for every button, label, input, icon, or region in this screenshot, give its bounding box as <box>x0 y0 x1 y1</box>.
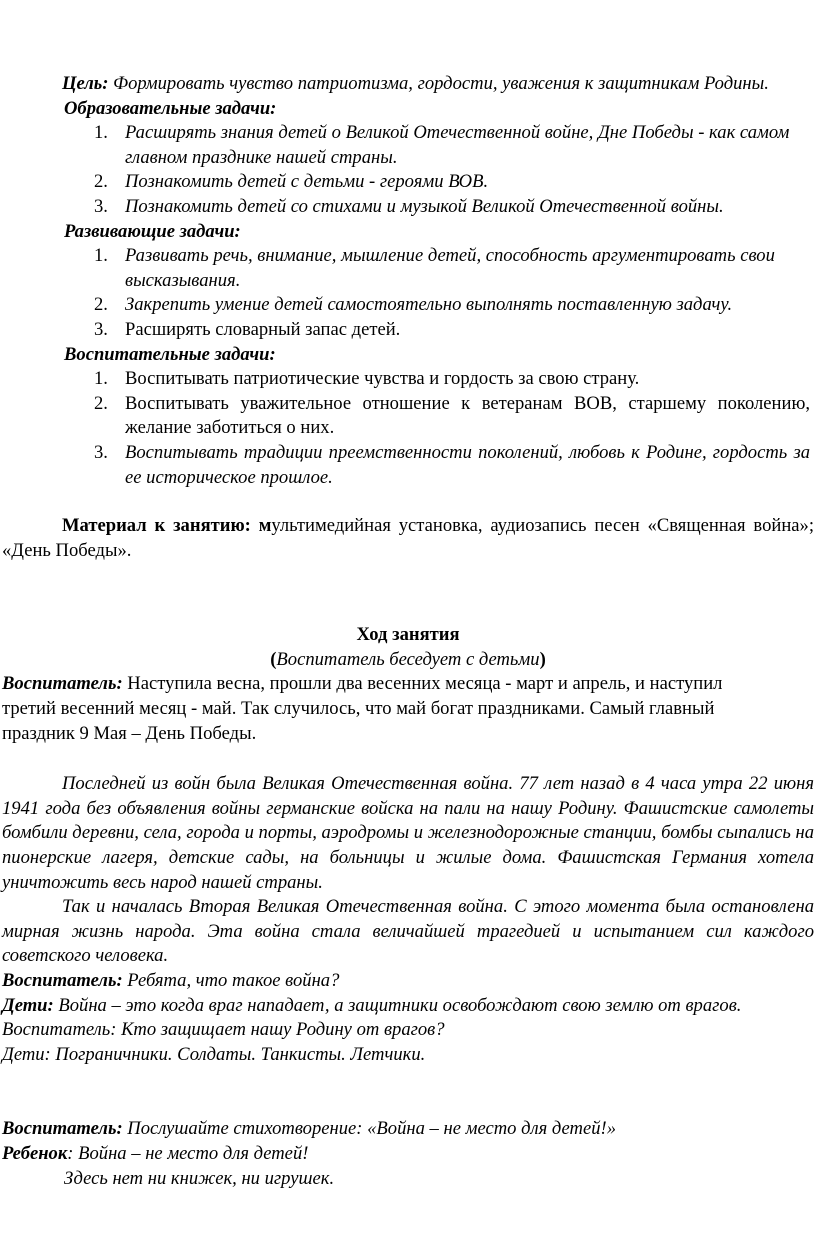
list-number: 1. <box>94 368 108 390</box>
upbringing-heading: Воспитательные задачи: <box>64 343 276 365</box>
teacher-poem-intro <box>2 1117 814 1142</box>
list-item <box>2 170 814 195</box>
kids-answer-defenders: Дети: Пограничники. Солдаты. Танкисты. Летчики. <box>2 1043 426 1065</box>
developing-heading: Развивающие задачи: <box>64 220 241 242</box>
educational-list <box>2 121 814 219</box>
educational-heading: Образовательные задачи: <box>64 97 277 119</box>
lesson-subtitle-text: Воспитатель беседует с детьми <box>276 648 540 670</box>
goal-paragraph <box>2 72 814 97</box>
list-item-text: Закрепить умение детей самостоятельно выполнять поставленную задачу. <box>125 294 733 316</box>
list-number: 1. <box>94 245 108 267</box>
list-item <box>2 318 814 343</box>
list-item <box>2 121 814 170</box>
list-item-text: Расширять словарный запас детей. <box>125 318 401 340</box>
material-text: ультимедийная установка, аудиозапись песен «Священная война»; «День Победы». <box>2 515 814 561</box>
list-number: 2. <box>94 392 108 414</box>
list-number: 3. <box>94 195 108 217</box>
child-label: Ребенок <box>2 1142 68 1164</box>
poem-line: Здесь нет ни книжек, ни игрушек. <box>64 1167 335 1189</box>
list-number: 3. <box>94 318 108 340</box>
list-number: 2. <box>94 171 108 193</box>
list-item-text: Познакомить детей со стихами и музыкой Великой Отечественной войны. <box>125 195 724 217</box>
teacher-intro-text: Наступила весна, прошли два весенних месяца - март и апрель, и наступил третий весенний месяц - май. Так случилось, что май богат праздниками. Самый главный праздник 9 Мая – День Победы. <box>2 673 723 744</box>
teacher-question-defenders: Воспитатель: Кто защищает нашу Родину от врагов? <box>2 1019 445 1041</box>
goal-label: Цель: <box>62 73 109 94</box>
kids-answer <box>2 994 814 1019</box>
teacher-label: Воспитатель: <box>2 673 123 695</box>
list-number: 1. <box>94 122 108 144</box>
list-item-text: Воспитывать уважительное отношение к ветеранам ВОВ, старшему поколению, желание заботиться о них. <box>125 392 810 439</box>
upbringing-list <box>2 367 814 490</box>
list-item-text: Расширять знания детей о Великой Отечественной войне, Дне Победы - как самом главном празднике нашей страны. <box>125 122 790 168</box>
material-label: Материал к занятию: м <box>62 515 272 537</box>
document-page <box>0 72 816 1191</box>
goal-text: Формировать чувство патриотизма, гордости, уважения к защитникам Родины. <box>108 73 769 94</box>
war-paragraph: Так и началась Вторая Великая Отечественная война. С этого момента была остановлена мирная жизнь народа. Эта война стала величайшей трагедией и испытанием сил каждого советского человека. <box>2 896 814 967</box>
list-number: 2. <box>94 294 108 316</box>
list-item <box>2 293 814 318</box>
paren-close: ) <box>539 648 546 670</box>
teacher-label: Воспитатель: <box>2 970 123 991</box>
kids-answer-text: Война – это когда враг нападает, а защитники освобождают свою землю от врагов. <box>53 994 742 1016</box>
child-poem-text: : Война – не место для детей! <box>67 1142 309 1164</box>
paren-open: ( <box>270 648 277 670</box>
teacher-intro <box>2 672 814 746</box>
teacher-label: Воспитатель: <box>2 1118 123 1140</box>
list-item <box>2 392 814 441</box>
material-paragraph <box>2 514 814 563</box>
history-paragraph: Последней из войн была Великая Отечественная война. 77 лет назад в 4 часа утра 22 июня 1941 года без объявления войны германские войска на пали на нашу Родину. Фашистские самолеты бомбили деревни, села, города и порты, аэродромы и железнодорожные станции, бомбы сыпались на пионерские лагеря, детские сады, на больницы и жилые дома. Фашистская Германия хотела уничтожить весь народ нашей страны. <box>2 773 814 893</box>
list-item-text: Развивать речь, внимание, мышление детей, способность аргументировать свои высказывания. <box>125 245 775 291</box>
child-poem-line <box>2 1142 814 1167</box>
list-item-text: Воспитывать традиции преемственности поколений, любовь к Родине, гордость за ее историческое прошлое. <box>125 441 810 488</box>
list-item <box>2 441 814 490</box>
teacher-question-text: Ребята, что такое война? <box>122 970 340 991</box>
list-item <box>2 244 814 293</box>
kids-label: Дети: <box>2 994 54 1016</box>
developing-list <box>2 244 814 342</box>
list-item <box>2 195 814 220</box>
lesson-title: Ход занятия <box>356 624 460 646</box>
list-item-text: Познакомить детей с детьми - героями ВОВ. <box>125 171 489 193</box>
lesson-subtitle <box>2 648 814 673</box>
list-number: 3. <box>94 441 108 463</box>
teacher-poem-intro-text: Послушайте стихотворение: «Война – не место для детей!» <box>122 1118 617 1140</box>
list-item-text: Воспитывать патриотические чувства и гордость за свою страну. <box>125 368 640 390</box>
list-item <box>2 367 814 392</box>
teacher-question <box>2 969 814 994</box>
